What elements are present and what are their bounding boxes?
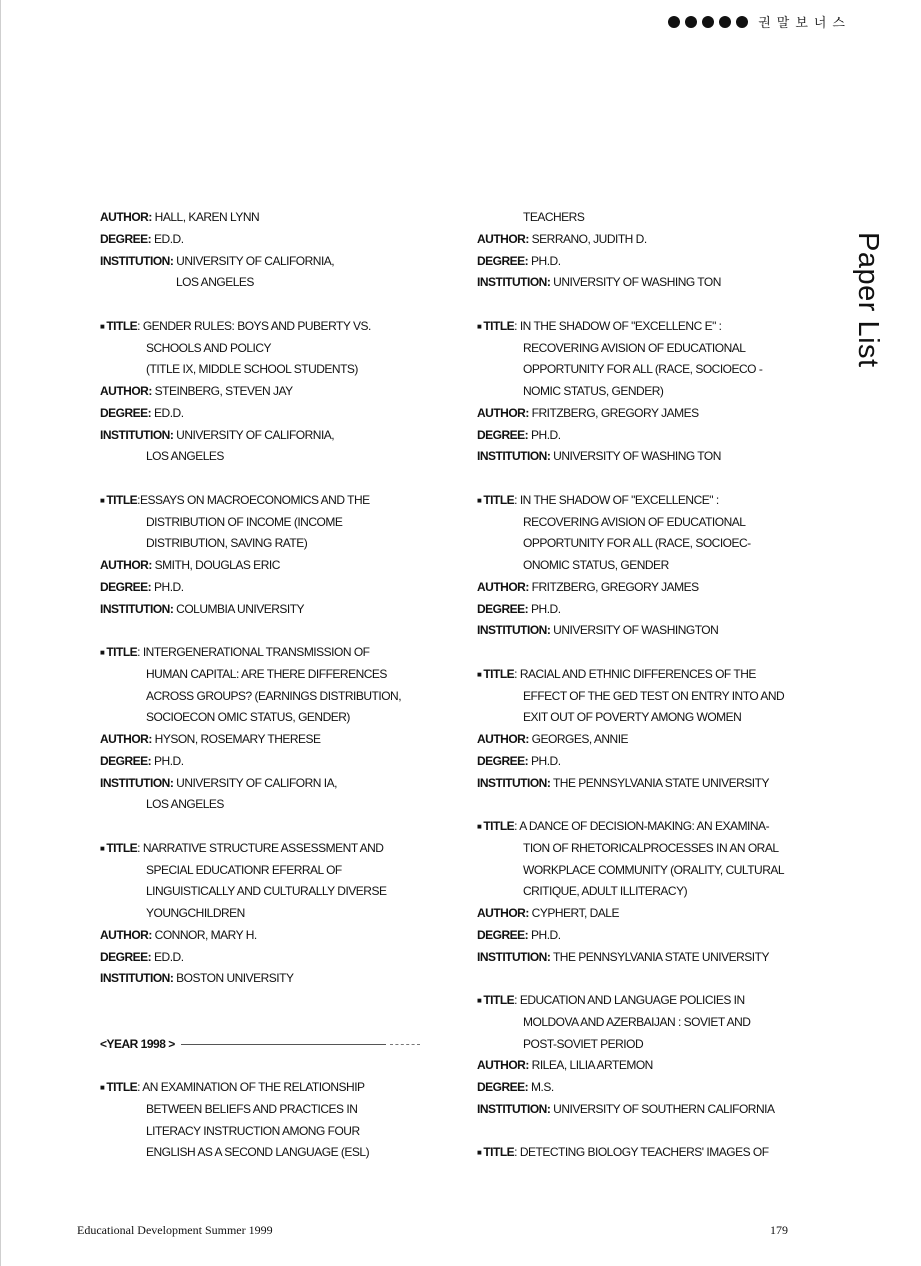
title-value: RECOVERING AVISION OF EDUCATIONAL (523, 514, 746, 529)
title-value: (TITLE IX, MIDDLE SCHOOL STUDENTS) (146, 362, 358, 377)
title-value: TEACHERS (523, 210, 585, 224)
bullet-icon: ■ (477, 1148, 482, 1158)
title-label: TITLE (483, 492, 515, 507)
institution-value: LOS ANGELES (146, 449, 224, 464)
title-value: CRITIQUE, ADULT ILLITERACY) (523, 884, 688, 899)
title-value: A DANCE OF DECISION-MAKING: AN EXAMINA- (519, 819, 770, 833)
title-value: NARRATIVE STRUCTURE ASSESSMENT AND (142, 840, 384, 855)
institution-value: THE PENNSYLVANIA STATE UNIVERSITY (552, 775, 769, 790)
author-label: AUTHOR: (477, 732, 529, 746)
institution-value: BOSTON UNIVERSITY (176, 971, 294, 986)
degree-value: PH.D. (531, 753, 561, 768)
author-value: STEINBERG, STEVEN JAY (154, 384, 293, 398)
title-value: EDUCATION AND LANGUAGE POLICIES IN (519, 993, 745, 1007)
divider-rule (181, 1044, 386, 1045)
institution-label: INSTITUTION: (477, 775, 551, 790)
divider-dash (390, 1044, 420, 1045)
degree-label: DEGREE: (477, 1080, 529, 1094)
title-value: SCHOOLS AND POLICY (146, 340, 272, 355)
degree-label: DEGREE: (100, 231, 152, 246)
left-column (100, 207, 450, 1164)
institution-value: LOS ANGELES (146, 797, 224, 812)
bullet-icon: ■ (477, 822, 482, 831)
title-value: SPECIAL EDUCATIONR EFERRAL OF (146, 862, 342, 877)
title-label: TITLE (483, 666, 515, 681)
author-label: AUTHOR: (100, 210, 152, 224)
title-value: YOUNGCHILDREN (146, 906, 245, 920)
institution-label: INSTITUTION: (100, 775, 174, 790)
bullet-icon: ■ (477, 321, 482, 331)
author-value: CONNOR, MARY H. (154, 927, 257, 942)
entry: ■ TITLE: INTERGENERATIONAL TRANSMISSION OF HUMAN CAPITAL: ARE THERE DIFFERENCES ACROSS GROUPS? (EARNINGS DISTRIBUTION, SOCIOECON OMIC STATUS, GENDER) AUTHOR: HYSON, ROSEMARY THERESE DEGREE: PH.D. INSTITUTION: UNIVERSITY OF CALIFORN IA, LOS ANGELES (100, 642, 450, 816)
title-value: OPPORTUNITY FOR ALL (RACE, SOCIOECO - (523, 362, 763, 377)
title-value: MOLDOVA AND AZERBAIJAN : SOVIET AND (523, 1014, 751, 1029)
degree-label: DEGREE: (477, 253, 529, 268)
bullet-icon: ■ (477, 996, 482, 1005)
institution-value: UNIVERSITY OF WASHINGTON (553, 623, 719, 638)
entry: ■ TITLE: GENDER RULES: BOYS AND PUBERTY VS. SCHOOLS AND POLICY (TITLE IX, MIDDLE SCHOOL STUDENTS) AUTHOR: STEINBERG, STEVEN JAY DEGREE: ED.D. INSTITUTION: UNIVERSITY OF CALIFORNIA, LOS ANGELES (100, 316, 450, 468)
author-value: CYPHERT, DALE (531, 906, 619, 920)
degree-value: M.S. (531, 1080, 554, 1094)
title-value: WORKPLACE COMMUNITY (ORALITY, CULTURAL (523, 862, 785, 877)
year-divider (100, 1034, 450, 1056)
entry: ■ TITLE: NARRATIVE STRUCTURE ASSESSMENT AND SPECIAL EDUCATIONR EFERRAL OF LINGUISTICALLY AND CULTURALLY DIVERSE YOUNGCHILDREN AUTHOR: CONNOR, MARY H. DEGREE: ED.D. INSTITUTION: BOSTON UNIVERSITY (100, 838, 450, 990)
title-value: RECOVERING AVISION OF EDUCATIONAL (523, 340, 746, 355)
title-label: TITLE (483, 993, 515, 1007)
institution-value: UNIVERSITY OF CALIFORN IA, (176, 775, 337, 790)
title-value: RACIAL AND ETHNIC DIFFERENCES OF THE (519, 666, 756, 681)
entry (100, 207, 450, 294)
entry (477, 207, 817, 294)
degree-label: DEGREE: (100, 753, 152, 768)
title-value: EXIT OUT OF POVERTY AMONG WOMEN (523, 710, 742, 725)
bullet-icon: ■ (100, 843, 105, 853)
bullet-icon: ■ (100, 648, 105, 657)
degree-value: PH.D. (531, 253, 561, 268)
bullet-icon: ■ (477, 669, 482, 679)
institution-value: UNIVERSITY OF SOUTHERN CALIFORNIA (553, 1101, 775, 1116)
degree-value: ED.D. (154, 949, 184, 964)
institution-value: THE PENNSYLVANIA STATE UNIVERSITY (552, 949, 769, 964)
author-value: RILEA, LILIA ARTEMON (531, 1058, 653, 1073)
author-value: FRITZBERG, GREGORY JAMES (531, 405, 699, 420)
side-title: Paper List (852, 232, 884, 368)
title-label: TITLE (483, 1145, 515, 1160)
page-edge-rule (0, 0, 1, 1266)
bullet-icon: ■ (100, 321, 105, 331)
entry: ■ TITLE: EDUCATION AND LANGUAGE POLICIES IN MOLDOVA AND AZERBAIJAN : SOVIET AND POST-SOVIET PERIOD AUTHOR: RILEA, LILIA ARTEMON DEGREE: M.S. INSTITUTION: UNIVERSITY OF SOUTHERN CALIFORNIA (477, 990, 817, 1121)
institution-value: UNIVERSITY OF WASHING TON (553, 275, 721, 290)
title-label: TITLE (106, 318, 138, 333)
title-value: TION OF RHETORICALPROCESSES IN AN ORAL (523, 840, 779, 855)
right-column (477, 207, 817, 1164)
entry: ■ TITLE: IN THE SHADOW OF "EXCELLENC E" : RECOVERING AVISION OF EDUCATIONAL OPPORTUNITY FOR ALL (RACE, SOCIOECO - NOMIC STATUS, GENDER) AUTHOR: FRITZBERG, GREGORY JAMES DEGREE: PH.D. INSTITUTION: UNIVERSITY OF WASHING TON (477, 316, 817, 468)
title-value: NOMIC STATUS, GENDER) (523, 384, 664, 398)
degree-label: DEGREE: (477, 427, 529, 442)
degree-label: DEGREE: (477, 927, 529, 942)
author-label: AUTHOR: (477, 231, 529, 246)
title-value: EFFECT OF THE GED TEST ON ENTRY INTO AND (523, 688, 785, 703)
degree-value: PH.D. (531, 927, 561, 942)
title-value: LITERACY INSTRUCTION AMONG FOUR (146, 1123, 360, 1138)
author-label: AUTHOR: (100, 384, 152, 398)
author-value: HALL, KAREN LYNN (154, 210, 260, 224)
institution-label: INSTITUTION: (477, 449, 551, 464)
title-value: ENGLISH AS A SECOND LANGUAGE (ESL) (146, 1145, 370, 1160)
degree-value: ED.D. (154, 405, 184, 420)
entry: ■ TITLE: RACIAL AND ETHNIC DIFFERENCES OF THE EFFECT OF THE GED TEST ON ENTRY INTO AND EXIT OUT OF POVERTY AMONG WOMEN AUTHOR: GEORGES, ANNIE DEGREE: PH.D. INSTITUTION: THE PENNSYLVANIA STATE UNIVERSITY (477, 664, 817, 795)
institution-value: LOS ANGELES (176, 275, 254, 290)
degree-label: DEGREE: (100, 405, 152, 420)
author-label: AUTHOR: (477, 1058, 529, 1073)
degree-value: PH.D. (154, 753, 184, 768)
title-label: TITLE (483, 318, 515, 333)
author-value: FRITZBERG, GREGORY JAMES (531, 579, 699, 594)
author-value: HYSON, ROSEMARY THERESE (154, 732, 321, 746)
degree-label: DEGREE: (100, 949, 152, 964)
title-value: SOCIOECON OMIC STATUS, GENDER) (146, 710, 350, 725)
degree-label: DEGREE: (477, 601, 529, 616)
dot-icon (719, 16, 731, 28)
title-value: INTERGENERATIONAL TRANSMISSION OF (142, 645, 370, 659)
institution-label: INSTITUTION: (100, 253, 174, 268)
dot-icon (685, 16, 697, 28)
journal-footer: Educational Development Summer 1999 (77, 1223, 273, 1237)
institution-value: UNIVERSITY OF CALIFORNIA, (176, 427, 335, 442)
institution-value: COLUMBIA UNIVERSITY (176, 601, 305, 616)
entry: ■ TITLE: A DANCE OF DECISION-MAKING: AN EXAMINA- TION OF RHETORICALPROCESSES IN AN ORAL WORKPLACE COMMUNITY (ORALITY, CULTURAL CRITIQUE, ADULT ILLITERACY) AUTHOR: CYPHERT, DALE DEGREE: PH.D. INSTITUTION: THE PENNSYLVANIA STATE UNIVERSITY (477, 816, 817, 968)
bullet-icon: ■ (100, 1083, 105, 1092)
entry: ■ TITLE: IN THE SHADOW OF "EXCELLENCE" : RECOVERING AVISION OF EDUCATIONAL OPPORTUNITY FOR ALL (RACE, SOCIOEC- ONOMIC STATUS, GENDER AUTHOR: FRITZBERG, GREGORY JAMES DEGREE: PH.D. INSTITUTION: UNIVERSITY OF WASHINGTON (477, 490, 817, 642)
degree-label: DEGREE: (477, 753, 529, 768)
bullet-icon: ■ (100, 495, 105, 505)
author-label: AUTHOR: (100, 732, 152, 746)
title-value: IN THE SHADOW OF "EXCELLENCE" : (519, 492, 719, 507)
dot-icon (668, 16, 680, 28)
institution-label: INSTITUTION: (477, 1101, 551, 1116)
degree-value: PH.D. (531, 427, 561, 442)
entry: ■ TITLE: AN EXAMINATION OF THE RELATIONSHIP BETWEEN BELIEFS AND PRACTICES IN LITERACY INSTRUCTION AMONG FOUR ENGLISH AS A SECOND LANGUAGE (ESL) (100, 1077, 450, 1164)
title-value: ONOMIC STATUS, GENDER (523, 558, 669, 572)
author-value: GEORGES, ANNIE (531, 732, 629, 746)
institution-value: UNIVERSITY OF WASHING TON (553, 449, 721, 464)
author-label: AUTHOR: (477, 579, 529, 594)
degree-label: DEGREE: (100, 579, 152, 594)
author-label: AUTHOR: (477, 906, 529, 920)
title-value: LINGUISTICALLY AND CULTURALLY DIVERSE (146, 884, 387, 899)
title-value: GENDER RULES: BOYS AND PUBERTY VS. (142, 318, 371, 333)
degree-value: PH.D. (531, 601, 561, 616)
degree-value: PH.D. (154, 579, 184, 594)
title-value: OPPORTUNITY FOR ALL (RACE, SOCIOEC- (523, 536, 751, 551)
title-value: ESSAYS ON MACROECONOMICS AND THE (140, 492, 370, 507)
author-value: SMITH, DOUGLAS ERIC (154, 558, 280, 572)
author-label: AUTHOR: (100, 558, 152, 572)
dot-icon (702, 16, 714, 28)
degree-value: ED.D. (154, 231, 184, 246)
title-value: BETWEEN BELIEFS AND PRACTICES IN (146, 1101, 358, 1116)
page-number: 179 (770, 1223, 788, 1237)
section-header (668, 12, 851, 31)
title-value: POST-SOVIET PERIOD (523, 1036, 644, 1051)
title-label: TITLE (483, 819, 515, 833)
institution-value: UNIVERSITY OF CALIFORNIA, (176, 253, 335, 268)
entry: ■ TITLE: DETECTING BIOLOGY TEACHERS' IMAGES OF (477, 1145, 769, 1160)
title-label: TITLE (106, 492, 138, 507)
dot-icon (736, 16, 748, 28)
title-label: TITLE (106, 645, 138, 659)
institution-label: INSTITUTION: (477, 949, 551, 964)
header-dots (668, 16, 748, 28)
institution-label: INSTITUTION: (100, 601, 174, 616)
title-label: TITLE (106, 840, 138, 855)
bullet-icon: ■ (477, 495, 482, 505)
title-label: TITLE (106, 1080, 138, 1094)
title-value: AN EXAMINATION OF THE RELATIONSHIP (142, 1080, 365, 1094)
institution-label: INSTITUTION: (100, 427, 174, 442)
title-value: DETECTING BIOLOGY TEACHERS' IMAGES OF (519, 1145, 769, 1160)
author-label: AUTHOR: (100, 927, 152, 942)
title-value: ACROSS GROUPS? (EARNINGS DISTRIBUTION, (146, 688, 402, 703)
institution-label: INSTITUTION: (100, 971, 174, 986)
title-value: DISTRIBUTION OF INCOME (INCOME (146, 514, 343, 529)
title-value: DISTRIBUTION, SAVING RATE) (146, 536, 308, 551)
series-label: 권말보너스 (758, 16, 851, 31)
author-value: SERRANO, JUDITH D. (531, 231, 647, 246)
author-label: AUTHOR: (477, 405, 529, 420)
entry: ■ TITLE:ESSAYS ON MACROECONOMICS AND THE DISTRIBUTION OF INCOME (INCOME DISTRIBUTION, SAVING RATE) AUTHOR: SMITH, DOUGLAS ERIC DEGREE: PH.D. INSTITUTION: COLUMBIA UNIVERSITY (100, 490, 450, 621)
institution-label: INSTITUTION: (477, 275, 551, 290)
institution-label: INSTITUTION: (477, 623, 551, 638)
title-value: HUMAN CAPITAL: ARE THERE DIFFERENCES (146, 666, 387, 681)
year-label: <YEAR 1998 > (100, 1036, 175, 1051)
title-value: IN THE SHADOW OF "EXCELLENC E" : (519, 318, 722, 333)
